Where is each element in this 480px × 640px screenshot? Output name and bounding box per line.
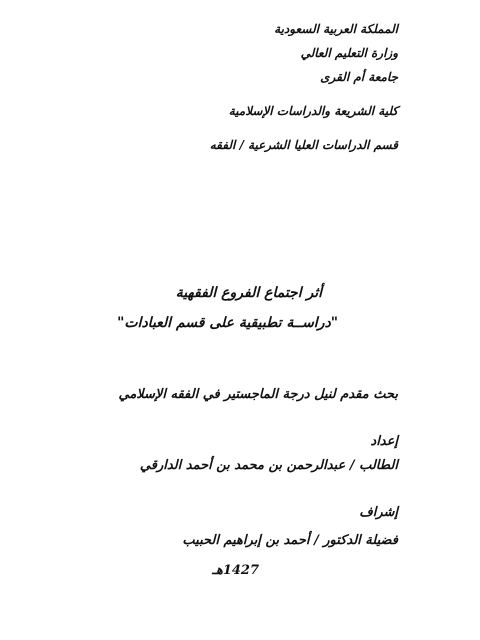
college-name: كلية الشريعة والدراسات الإسلامية — [228, 104, 398, 118]
thesis-title: أثر اجتماع الفروع الفقهية — [175, 285, 322, 301]
department-name: قسم الدراسات العليا الشرعية / الفقه — [209, 138, 398, 152]
university-name: جامعة أم القرى — [320, 70, 398, 84]
student-name: الطالب / عبدالرحمن بن محمد بن أحمد الدارقي — [139, 458, 398, 473]
hijri-year: 1427هـ — [212, 563, 259, 578]
thesis-subtitle: "دراســة تطبيقية على قسم العبادات" — [117, 315, 338, 331]
preparation-label: إعداد — [370, 434, 398, 449]
kingdom-name: المملكة العربية السعودية — [274, 22, 398, 36]
degree-statement: بحث مقدم لنيل درجة الماجستير في الفقه الإسلامي — [118, 387, 398, 402]
supervisor-name: فضيلة الدكتور / أحمد بن إبراهيم الحبيب — [182, 533, 398, 548]
supervision-label: إشراف — [359, 505, 398, 520]
ministry-name: وزارة التعليم العالي — [300, 46, 398, 60]
